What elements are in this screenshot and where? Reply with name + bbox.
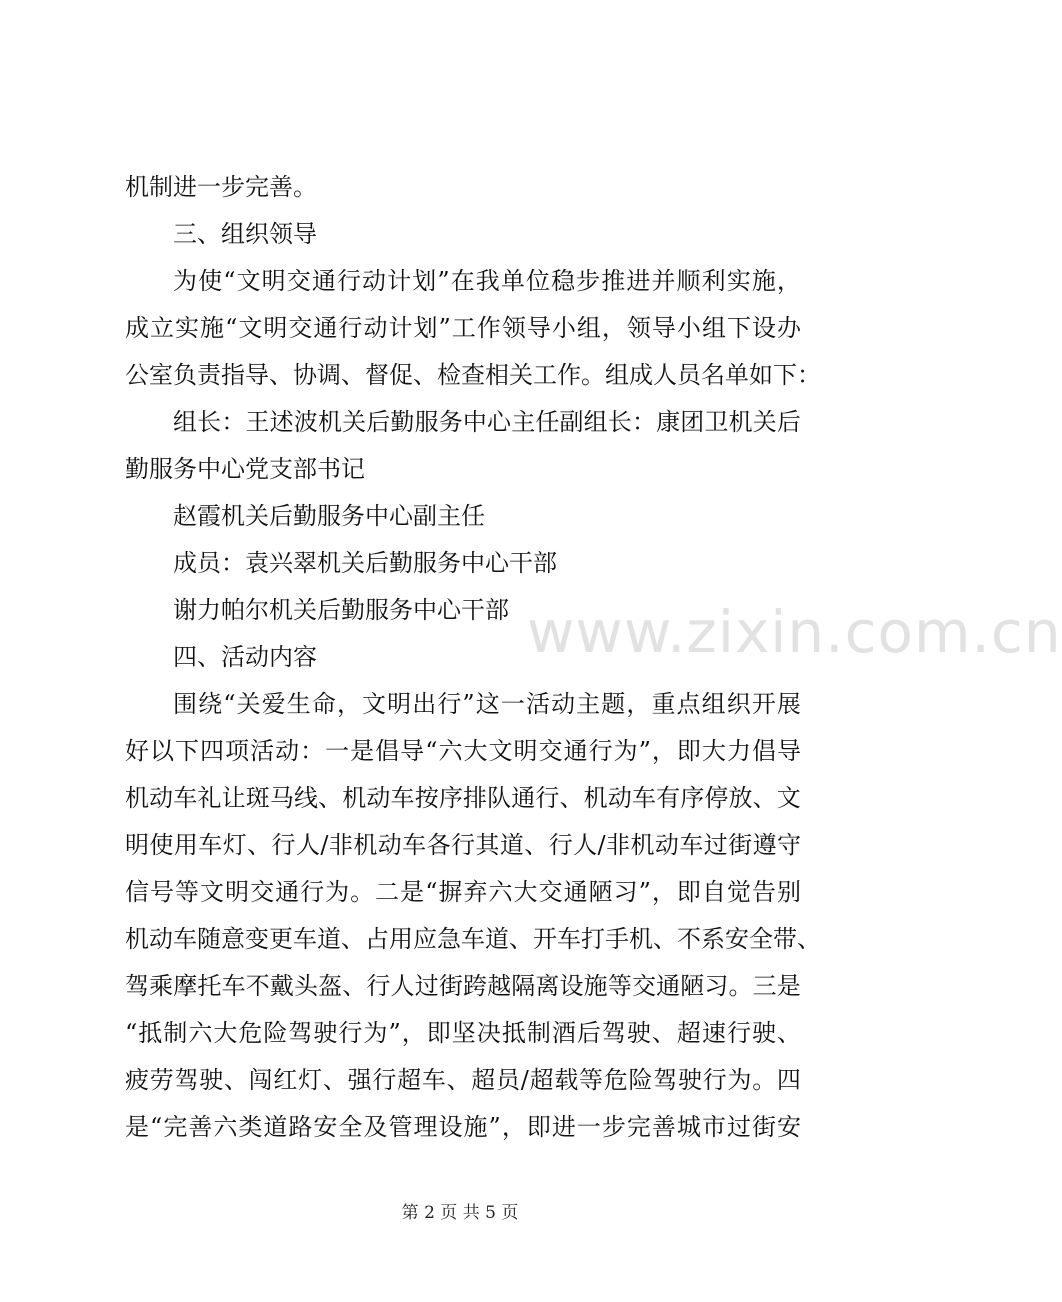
text-line: 赵霞机关后勤服务中心副主任 (173, 502, 485, 530)
section-heading-activities: 四、活动内容 (173, 643, 317, 671)
text-line: 为 使 “ 文 明 交 通 行 动 计 划 ” 在 我 单 位 稳 步 推 进 并 顺 利 实 施 ， (173, 267, 801, 295)
text-line: 是 “ 完 善 六 类 道 路 安 全 及 管 理 设 施 ” ， 即 进 一 步 完 善 城 市 过 街 安 (125, 1113, 801, 1141)
text-line: 机 动 车 随 意 变 更 车 道 、 占 用 应 急 车 道 、 开 车 打 手 机 、 不 系 安 全 带 、 (125, 925, 821, 953)
section-heading-organization: 三、组织领导 (173, 220, 317, 248)
text-line: 成 立 实 施 “ 文 明 交 通 行 动 计 划 ” 工 作 领 导 小 组 ， 领 导 小 组 下 设 办 (125, 314, 801, 342)
text-line: 机制进一步完善。 (125, 173, 317, 201)
watermark: www.zixin.com.cn (527, 598, 1062, 666)
text-line: 勤服务中心党支部书记 (125, 455, 365, 483)
text-line: 机 动 车 礼 让 斑 马 线 、 机 动 车 按 序 排 队 通 行 、 机 动 车 有 序 停 放 、 文 (125, 784, 801, 812)
text-line: “ 抵 制 六 大 危 险 驾 驶 行 为 ” ， 即 坚 决 抵 制 酒 后 驾 驶 、 超 速 行 驶 、 (125, 1019, 801, 1047)
text-line: 谢力帕尔机关后勤服务中心干部 (173, 596, 509, 624)
text-line: 好 以 下 四 项 活 动 ： 一 是 倡 导 “ 六 大 文 明 交 通 行 为 ” ， 即 大 力 倡 导 (125, 737, 801, 765)
text-line: 公 室 负 责 指 导 、 协 调 、 督 促 、 检 查 相 关 工 作 。 组 成 人 员 名 单 如 下 ： (125, 361, 821, 389)
text-line: 信 号 等 文 明 交 通 行 为 。 二 是 “ 摒 弃 六 大 交 通 陋 习 ” ， 即 自 觉 告 别 (125, 878, 801, 906)
text-line: 成员：袁兴翠机关后勤服务中心干部 (173, 549, 557, 577)
text-line: 疲 劳 驾 驶 、 闯 红 灯 、 强 行 超 车 、 超 员 / 超 载 等 危 险 驾 驶 行 为 。 四 (125, 1066, 801, 1094)
page-footer: 第 2 页 共 5 页 (401, 1203, 519, 1223)
text-line: 明 使 用 车 灯 、 行 人 / 非 机 动 车 各 行 其 道 、 行 人 / 非 机 动 车 过 街 遵 守 (125, 831, 801, 859)
text-line: 围 绕 “ 关 爱 生 命 ， 文 明 出 行 ” 这 一 活 动 主 题 ， 重 点 组 织 开 展 (173, 690, 801, 718)
text-line: 驾 乘 摩 托 车 不 戴 头 盔 、 行 人 过 街 跨 越 隔 离 设 施 等 交 通 陋 习 。 三 是 (125, 972, 801, 1000)
text-line: 组 长 ： 王 述 波 机 关 后 勤 服 务 中 心 主 任 副 组 长 ： 康 团 卫 机 关 后 (173, 408, 801, 436)
